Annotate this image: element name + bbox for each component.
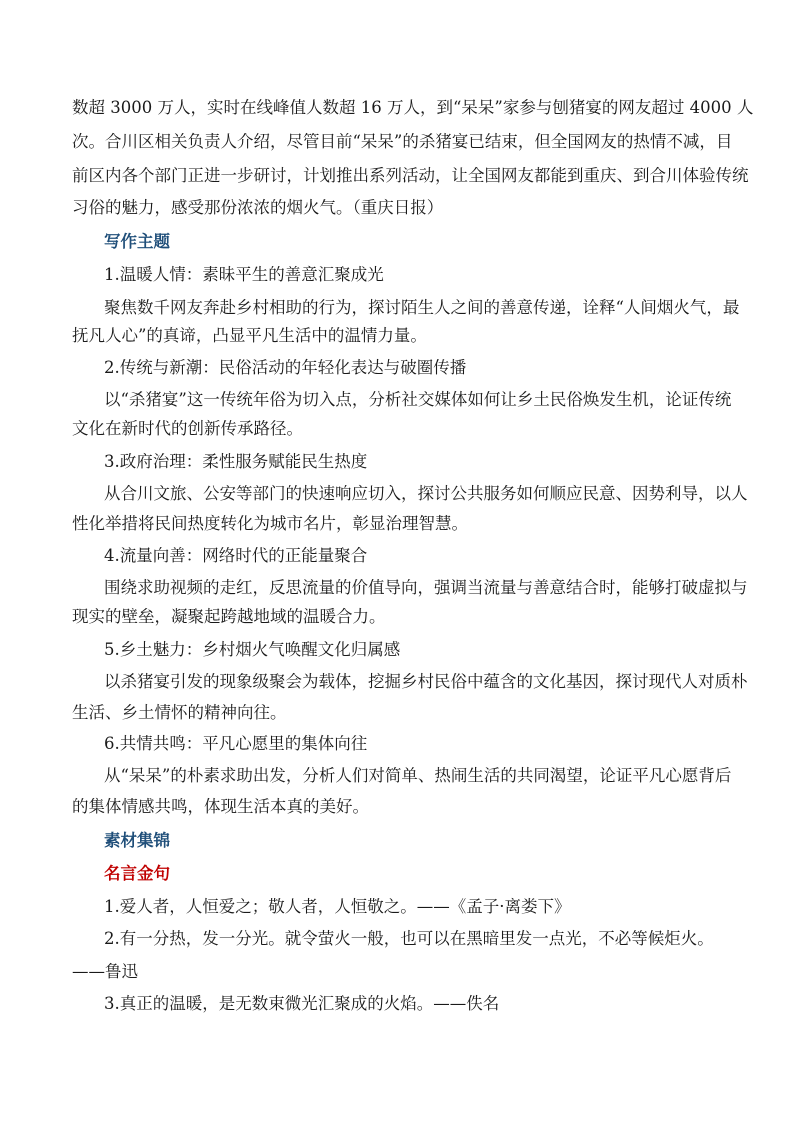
theme-body-line: 生活、乡土情怀的精神向往。 — [72, 703, 287, 722]
theme-body-line: 文化在新时代的创新传承路径。 — [72, 419, 303, 438]
quote-line: 1.爱人者，人恒爱之；敬人者，人恒敬之。——《孟子·离娄下》 — [104, 897, 571, 916]
theme-title: 6.共情共鸣：平凡心愿里的集体向往 — [104, 734, 368, 753]
quote-line: 2.有一分热，发一分光。就令萤火一般，也可以在黑暗里发一点光，不必等候炬火。 — [104, 929, 714, 948]
theme-title: 2.传统与新潮：民俗活动的年轻化表达与破圈传播 — [104, 358, 467, 377]
section-heading-writing-themes: 写作主题 — [104, 232, 170, 251]
intro-line: 数超 3000 万人，实时在线峰值人数超 16 万人，到“呆呆”家参与刨猪宴的网友超过 4000 人 — [72, 98, 754, 117]
theme-body-line: 现实的壁垒，凝聚起跨越地域的温暖合力。 — [72, 607, 386, 626]
theme-body-line: 聚焦数千网友奔赴乡村相助的行为，探讨陌生人之间的善意传递，诠释“人间烟火气，最 — [104, 298, 740, 317]
theme-body-line: 的集体情感共鸣，体现生活本真的美好。 — [72, 797, 369, 816]
theme-title: 1.温暖人情：素昧平生的善意汇聚成光 — [104, 265, 384, 284]
theme-body-line: 从“呆呆”的朴素求助出发，分析人们对简单、热闹生活的共同渴望，论证平凡心愿背后 — [104, 766, 732, 785]
section-heading-material: 素材集锦 — [104, 831, 170, 850]
quote-line: 3.真正的温暖，是无数束微光汇聚成的火焰。——佚名 — [104, 994, 500, 1013]
theme-body-line: 性化举措将民间热度转化为城市名片，彰显治理智慧。 — [72, 514, 468, 533]
section-heading-quotes: 名言金句 — [104, 864, 170, 883]
theme-title: 5.乡土魅力：乡村烟火气唤醒文化归属感 — [104, 640, 401, 659]
theme-body-line: 以“杀猪宴”这一传统年俗为切入点，分析社交媒体如何让乡土民俗焕发生机，论证传统 — [104, 390, 732, 409]
theme-title: 4.流量向善：网络时代的正能量聚合 — [104, 546, 368, 565]
theme-title: 3.政府治理：柔性服务赋能民生热度 — [104, 452, 368, 471]
theme-body-line: 抚凡人心”的真谛，凸显平凡生活中的温情力量。 — [72, 326, 427, 345]
intro-line: 次。合川区相关负责人介绍，尽管目前“呆呆”的杀猪宴已结束，但全国网友的热情不减，目 — [72, 132, 733, 151]
intro-line: 前区内各个部门正进一步研讨，计划推出系列活动，让全国网友都能到重庆、到合川体验传统 — [72, 166, 749, 185]
theme-body-line: 从合川文旅、公安等部门的快速响应切入，探讨公共服务如何顺应民意、因势利导，以人 — [104, 484, 748, 503]
intro-line: 习俗的魅力，感受那份浓浓的烟火气。（重庆日报） — [72, 198, 444, 217]
theme-body-line: 围绕求助视频的走红，反思流量的价值导向，强调当流量与善意结合时，能够打破虚拟与 — [104, 578, 748, 597]
quote-attribution: ——鲁迅 — [72, 962, 138, 981]
theme-body-line: 以杀猪宴引发的现象级聚会为载体，挖掘乡村民俗中蕴含的文化基因，探讨现代人对质朴 — [104, 672, 748, 691]
